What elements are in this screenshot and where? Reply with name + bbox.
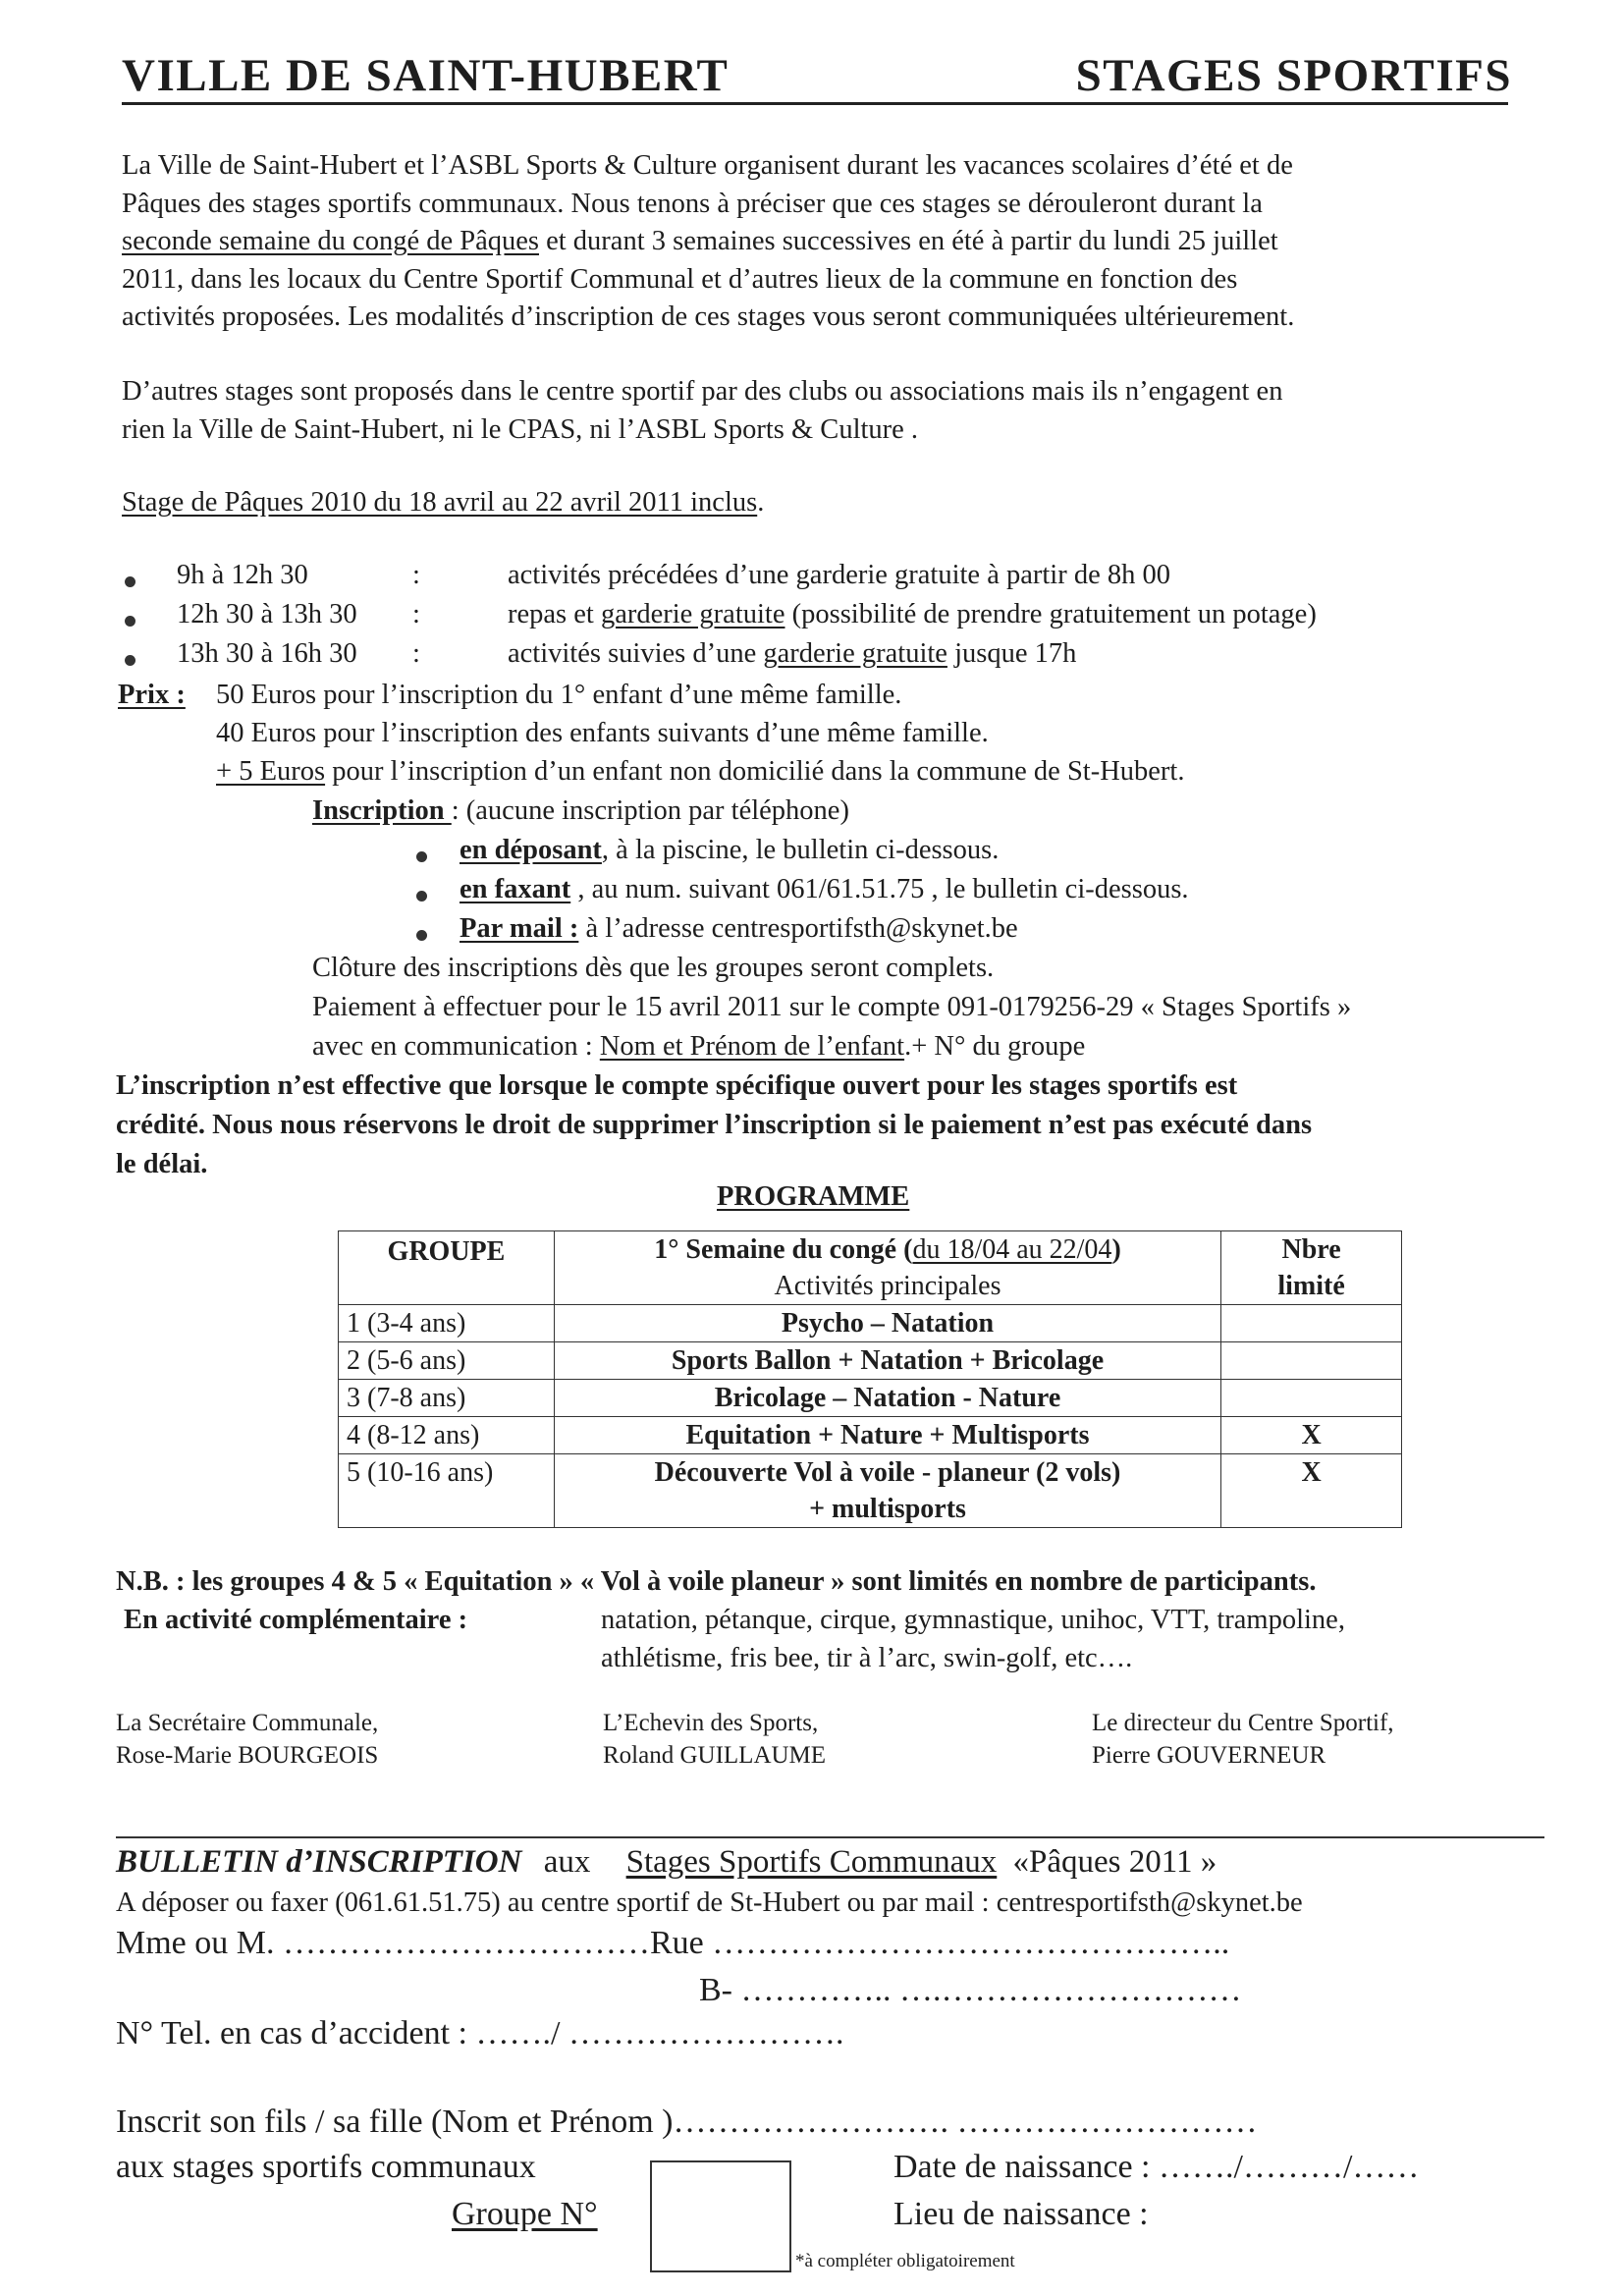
inscription-item: Par mail : à l’adresse centresportifsth@skynet.be — [460, 913, 1018, 944]
bullet-icon — [125, 655, 135, 666]
bulletin-aux-stages: aux stages sportifs communaux — [116, 2149, 536, 2185]
groupe-number-box[interactable] — [650, 2160, 791, 2272]
intro-paragraph-1 — [122, 147, 1516, 337]
header-right-title: STAGES SPORTIFS — [1075, 50, 1512, 101]
inscription-item: en faxant , au num. suivant 061/61.51.75 , le bulletin ci-dessous. — [460, 874, 1189, 904]
programme-table — [338, 1230, 1402, 1528]
intro-line: rien la Ville de Saint-Hubert, ni le CPAS, ni l’ASBL Sports & Culture . — [122, 413, 919, 445]
schedule-time: 13h 30 à 16h 30 — [177, 638, 357, 669]
communication-text: avec en communication : Nom et Prénom de l’enfant.+ N° du groupe — [312, 1031, 1086, 1062]
inscription-item: en déposant, à la piscine, le bulletin ci-dessous. — [460, 835, 1000, 865]
intro-line: seconde semaine du congé de Pâques et durant 3 semaines successives en été à partir du lundi 25 juillet — [122, 226, 1278, 257]
header-semaine: 1° Semaine du congé (du 18/04 au 22/04) Activités principales — [554, 1231, 1220, 1305]
schedule-desc: repas et garderie gratuite (possibilité de prendre gratuitement un potage) — [508, 599, 1317, 629]
bullet-icon — [416, 891, 427, 902]
warning-line: le délai. — [116, 1149, 208, 1179]
schedule-sep: : — [412, 599, 420, 629]
cell-limite — [1221, 1305, 1402, 1342]
header-groupe: GROUPE — [339, 1231, 555, 1305]
complementary-label: En activité complémentaire : — [124, 1605, 468, 1635]
cell-activite: Psycho – Natation — [554, 1305, 1220, 1342]
field-emergency-phone[interactable]: N° Tel. en cas d’accident : ……./ ……………………. — [116, 2015, 844, 2051]
bulletin-title-line: BULLETIN d’INSCRIPTION aux Stages Sportifs Communaux «Pâques 2011 » — [116, 1844, 1217, 1880]
groupe-label: Groupe N° — [452, 2196, 598, 2232]
field-birth-date[interactable]: Date de naissance : ……./………/…… — [893, 2149, 1420, 2185]
table-row — [339, 1380, 1402, 1417]
header-nbre: Nbre limité — [1221, 1231, 1402, 1305]
programme-title: PROGRAMME — [717, 1181, 910, 1212]
bullet-icon — [416, 851, 427, 862]
stage-title: Stage de Pâques 2010 du 18 avril au 22 avril 2011 inclus. — [122, 487, 765, 518]
paiement-text: Paiement à effectuer pour le 15 avril 2011 sur le compte 091-0179256-29 « Stages Sportifs » — [312, 992, 1352, 1022]
table-header-row — [339, 1231, 1402, 1305]
header-left-title: VILLE DE SAINT-HUBERT — [122, 50, 730, 101]
signature-block: Le directeur du Centre Sportif, Pierre GOUVERNEUR — [1092, 1710, 1394, 1769]
cell-limite: X — [1221, 1417, 1402, 1454]
intro-line: La Ville de Saint-Hubert et l’ASBL Sports & Culture organisent durant les vacances scolaires d’été et de — [122, 150, 1293, 181]
table-row — [339, 1417, 1402, 1454]
prix-line: + 5 Euros pour l’inscription d’un enfant non domicilié dans la commune de St-Hubert. — [216, 756, 1185, 787]
cell-activite: Sports Ballon + Natation + Bricolage — [554, 1342, 1220, 1380]
schedule-time: 12h 30 à 13h 30 — [177, 599, 357, 629]
intro-line: D’autres stages sont proposés dans le centre sportif par des clubs ou associations mais ils n’engagent en — [122, 376, 1283, 407]
prix-line: 50 Euros pour l’inscription du 1° enfant d’une même famille. — [216, 680, 902, 710]
schedule-time: 9h à 12h 30 — [177, 560, 308, 590]
schedule-sep: : — [412, 638, 420, 669]
cell-groupe: 4 (8-12 ans) — [339, 1417, 555, 1454]
cell-groupe: 3 (7-8 ans) — [339, 1380, 555, 1417]
schedule-sep: : — [412, 560, 420, 590]
complementary-line: athlétisme, fris bee, tir à l’arc, swin-golf, etc…. — [601, 1643, 1133, 1673]
field-birth-place[interactable]: Lieu de naissance : — [893, 2196, 1149, 2232]
bullet-icon — [125, 576, 135, 587]
cell-groupe: 1 (3-4 ans) — [339, 1305, 555, 1342]
inscription-label: Inscription — [312, 795, 452, 826]
complementary-line: natation, pétanque, cirque, gymnastique, unihoc, VTT, trampoline, — [601, 1605, 1345, 1635]
cell-limite: X — [1221, 1454, 1402, 1528]
intro-underlined: seconde semaine du congé de Pâques — [122, 226, 539, 257]
cloture-text: Clôture des inscriptions dès que les groupes seront complets. — [312, 953, 995, 983]
cell-activite: Equitation + Nature + Multisports — [554, 1417, 1220, 1454]
cell-groupe: 2 (5-6 ans) — [339, 1342, 555, 1380]
field-postal-city[interactable]: B- ………….. ….……………………… — [699, 1972, 1242, 2008]
prix-label: Prix : — [118, 680, 186, 710]
cell-activite: Bricolage – Natation - Nature — [554, 1380, 1220, 1417]
intro-line: activités proposées. Les modalités d’inscription de ces stages vous seront communiquées ultérieurement. — [122, 301, 1295, 333]
warning-line: crédité. Nous nous réservons le droit de supprimer l’inscription si le paiement n’est pas exécuté dans — [116, 1110, 1313, 1140]
schedule-desc: activités précédées d’une garderie gratuite à partir de 8h 00 — [508, 560, 1170, 590]
header-rule — [122, 102, 1508, 105]
intro-line: 2011, dans les locaux du Centre Sportif Communal et d’autres lieux de la commune en fonction des — [122, 263, 1238, 295]
warning-line: L’inscription n’est effective que lorsque le compte spécifique ouvert pour les stages sportifs est — [116, 1070, 1238, 1101]
prix-line: 40 Euros pour l’inscription des enfants suivants d’une même famille. — [216, 718, 989, 748]
bulletin-instructions: A déposer ou faxer (061.61.51.75) au centre sportif de St-Hubert ou par mail : centresportifsth@skynet.be — [116, 1887, 1303, 1918]
table-row — [339, 1305, 1402, 1342]
table-row — [339, 1454, 1402, 1528]
inscription-header: Inscription : (aucune inscription par téléphone) — [312, 795, 849, 826]
intro-line: Pâques des stages sportifs communaux. Nous tenons à préciser que ces stages se dérouleront durant la — [122, 188, 1263, 219]
cell-activite: Découverte Vol à voile - planeur (2 vols) + multisports — [554, 1454, 1220, 1528]
field-child-name[interactable]: Inscrit son fils / sa fille (Nom et Prénom )……………………. ……………………… — [116, 2104, 1258, 2140]
cell-groupe: 5 (10-16 ans) — [339, 1454, 555, 1528]
schedule-desc: activités suivies d’une garderie gratuite jusque 17h — [508, 638, 1077, 669]
bullet-icon — [125, 616, 135, 627]
cell-limite — [1221, 1342, 1402, 1380]
signature-block: La Secrétaire Communale, Rose-Marie BOURGEOIS — [116, 1710, 379, 1769]
nb-text: N.B. : les groupes 4 & 5 « Equitation » « Vol à voile planeur » sont limités en nombre de participants. — [116, 1566, 1317, 1597]
bulletin-title: BULLETIN d’INSCRIPTION — [116, 1844, 522, 1880]
cut-separator — [116, 1836, 1544, 1838]
signature-block: L’Echevin des Sports, Roland GUILLAUME — [603, 1710, 827, 1769]
bullet-icon — [416, 930, 427, 941]
intro-paragraph-2 — [122, 373, 1516, 449]
cell-limite — [1221, 1380, 1402, 1417]
mandatory-note: *à compléter obligatoirement — [795, 2251, 1015, 2271]
table-row — [339, 1342, 1402, 1380]
field-name-address[interactable]: Mme ou M. ……………………………Rue ……………………………………….. — [116, 1925, 1230, 1961]
